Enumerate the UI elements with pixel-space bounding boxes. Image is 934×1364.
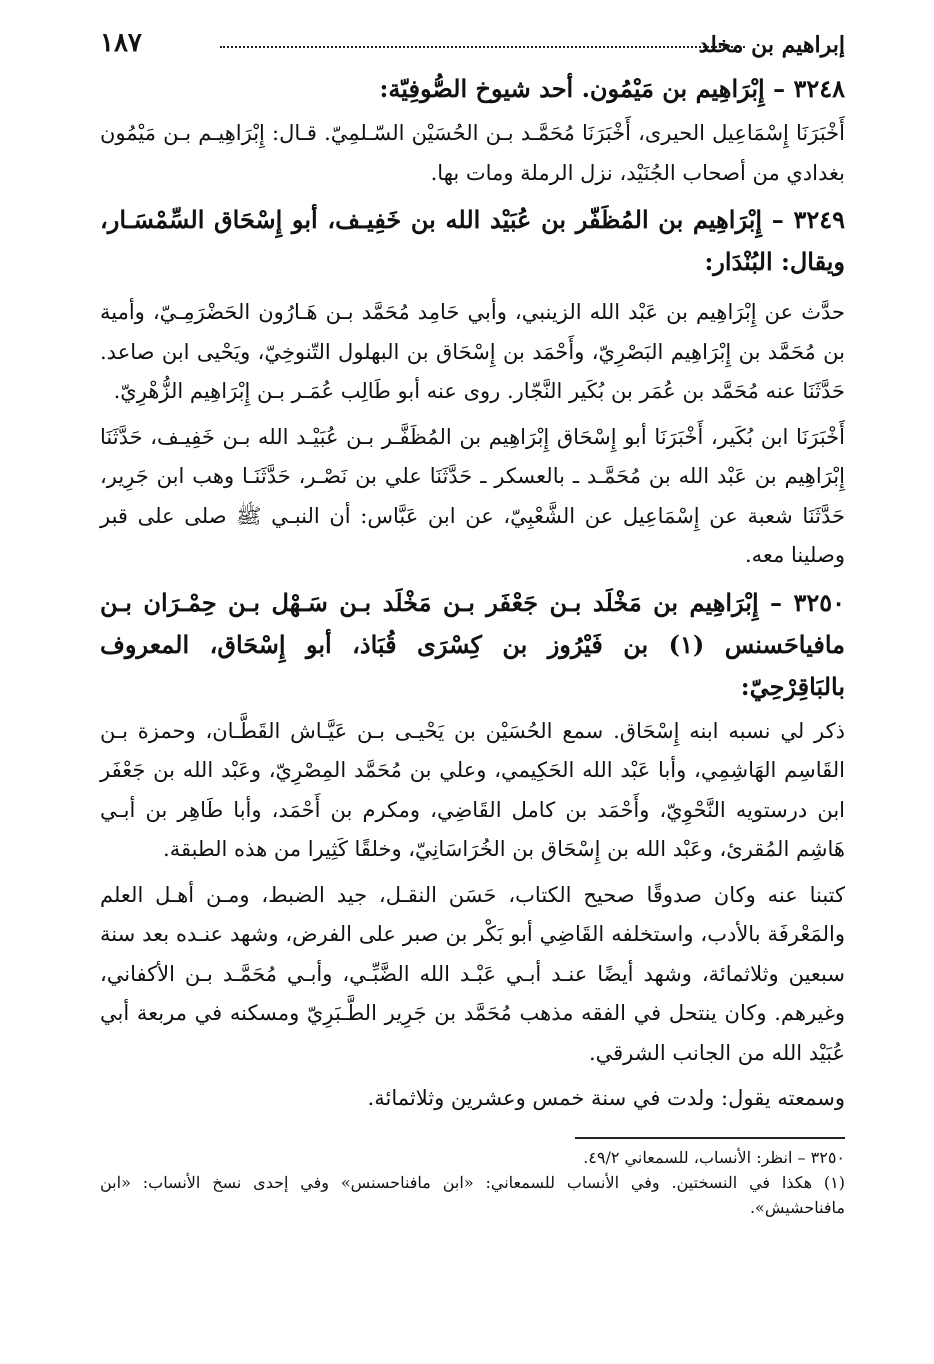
entry-3248: [100, 68, 845, 193]
entry-paragraph: ذكر لي نسبه ابنه إِسْحَاق. سمع الحُسَيْن بن يَحْيـى بـن عَيَّـاش القَطَّـان، وحمزة بـن القَاسِم الهَاشِمِي، وأبا عَبْد الله الحَكِيمي، وعلي بن مُحَمَّد المِصْرِيّ، وعَبْد الله بن جَعْفَر ابن درستويه النَّحْوِيّ، وأَحْمَد بن كامل القَاضِي، ومكرم بن أَحْمَد، وأبا طَاهِر بن أبـي هَاشِم المُقرئ، وعَبْد الله بن إِسْحَاق بن الخُرَاسَانِيّ، وخلقًا كَثِيرا من هذه الطبقة.: [100, 718, 845, 861]
entry-paragraph: وسمعته يقول: ولدت في سنة خمس وعشرين وثلاثمائة.: [367, 1086, 845, 1110]
footnote: (١) هكذا في النسختين. وفي الأنساب للسمعاني: «ابن مافناحسنس» وفي إحدى نسخ الأنساب: «ابن مافناحشيش».: [100, 1172, 845, 1217]
entry-heading: ٣٢٥٠ – إِبْرَاهِيم بن مَخْلَد بـن جَعْفَر بـن مَخْلَد بـن سَـهْل بـن حِمْـرَان بـن مافياحَسنس (١) بن فَيْرُوز بن كِسْرَى قُبَاذ، أبو إِسْحَاق، المعروف بالبَاقِرْحِيّ:: [100, 587, 845, 701]
entry-paragraph: كتبنا عنه وكان صدوقًا صحيح الكتاب، حَسَن النقـل، جيد الضبط، ومـن أهـل العلم والمَعْرفَة بالأدب، واستخلفه القَاضِي أبو بَكْر بن صبر على الفرض، وشهد عنـده بعد سنة سبعين وثلاثمائة، وشهد أيضًا عنـد أبـي عَبْـد الله الضَّبِّـي، وأبـي مُحَمَّـد بـن الأكفاني، وغيرهم. وكان ينتحل في الفقه مذهب مُحَمَّد بن جَرِير الطَّـبَرِيّ ومسكنه في مربعة أبي عُبَيْد الله من الجانب الشرقي.: [100, 882, 845, 1065]
entry-3250: [100, 582, 845, 1119]
entry-heading: ٣٢٤٨ – إِبْرَاهِيم بن مَيْمُون. أحد شيوخ الصُّوفِيّة:: [379, 74, 845, 103]
page-number: ١٨٧: [100, 28, 142, 58]
entry-paragraph: أَخْبَرَنَا إِسْمَاعِيل الحيرى، أَخْبَرَنَا مُحَمَّـد بـن الحُسَيْن السّـلمِيّ. قـال: إِبْرَاهِيـم بـن مَيْمُون بغدادي من أصحاب الجُنَيْد، نزل الرملة ومات بها.: [100, 121, 845, 185]
entry-3249: [100, 199, 845, 576]
document-page: [100, 28, 845, 1220]
footnote-divider: [575, 1137, 845, 1139]
entry-paragraph: أَخْبَرَنَا ابن بُكَير، أَخْبَرَنَا أبو إِسْحَاق إِبْرَاهِيم بن المُظَفَّـر بـن عُبَيْـد الله بـن خَفِيـف، حَدَّثَنَا إِبْرَاهِيم بن عَبْد الله بن مُحَمَّـد ـ بالعسكر ـ حَدَّثَنَا علي بن نَصْـر، حَدَّثَنَـا وهب ابن جَرِير، حَدَّثَنَا شعبة عن إِسْمَاعِيل عن الشَّعْبِيّ، عن ابن عَبَّاس: أن النبـي ﷺ صلى على قبر وصلينا معه.: [100, 424, 845, 567]
footnote: ٣٢٥٠ – انظر: الأنساب، للسمعاني ٤٩/٢.: [583, 1147, 845, 1167]
entry-heading: ٣٢٤٩ – إِبْرَاهِيم بن المُظَفّر بن عُبَيْد الله بن خَفِيـف، أبو إِسْحَاق السِّمْسَـار، ويقال: البُنْدَار:: [100, 205, 845, 276]
page-header: [100, 28, 845, 62]
running-title: إبراهيم بن مخلد: [698, 32, 845, 58]
header-leader-dots: [220, 46, 745, 48]
footnotes: [100, 1145, 845, 1220]
entry-paragraph: حدَّث عن إِبْرَاهِيم بن عَبْد الله الزينبي، وأبي حَامِد مُحَمَّد بـن هَـارُون الحَضْرَمِـيّ، وأمية بن مُحَمَّد بن إِبْرَاهِيم البَصْرِيّ، وأَحْمَد بن إِسْحَاق بن البهلول التّنوخِيّ، ويَحْيى ابن صاعد. حَدَّثَنَا عنه مُحَمَّد بن عُمَر بن بُكَير النَّجّار. روى عنه أبو طَالِب عُمَـر بـن إِبْرَاهِيم الزُّهْرِيّ.: [100, 300, 845, 403]
